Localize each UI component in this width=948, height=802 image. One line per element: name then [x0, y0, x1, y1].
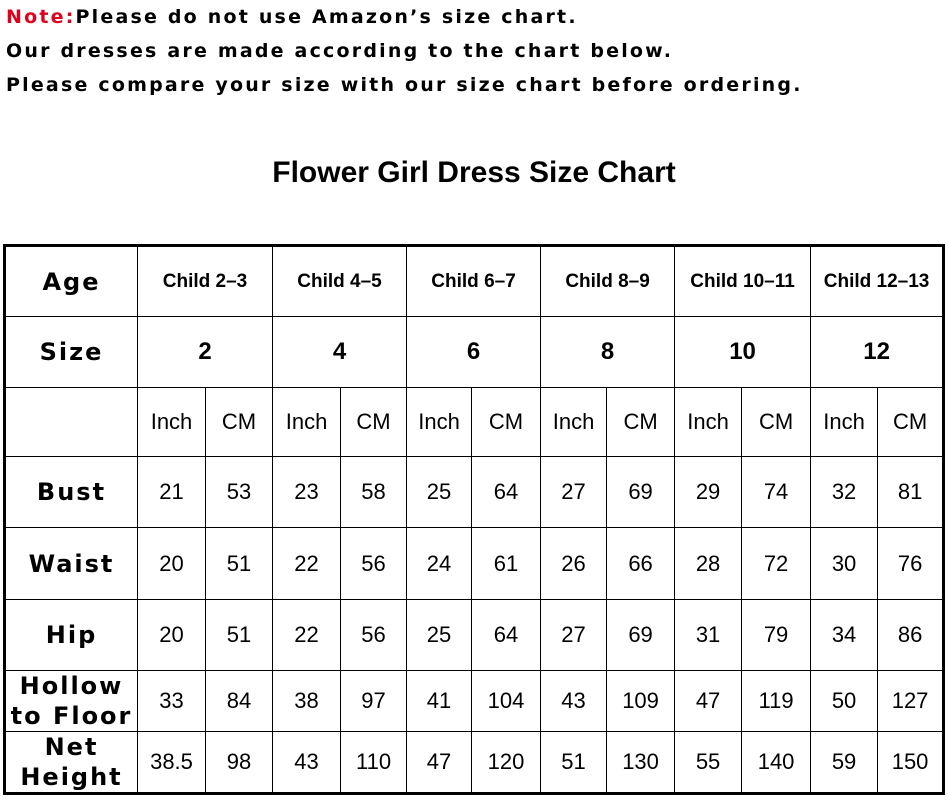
measurement-value: 27	[541, 600, 607, 671]
unit-cm-cell: CM	[341, 388, 407, 457]
measurement-value: 51	[206, 600, 273, 671]
measurement-label-line: Height	[20, 763, 123, 791]
measurement-value: 104	[472, 671, 541, 732]
measurement-value: 20	[138, 600, 206, 671]
measurement-value: 43	[541, 671, 607, 732]
measurement-value: 32	[811, 457, 878, 528]
measurement-value: 61	[472, 528, 541, 600]
measurement-value: 76	[878, 528, 944, 600]
measurement-value: 41	[407, 671, 472, 732]
age-cell: Child 10–11	[675, 246, 811, 317]
measurement-row	[5, 732, 944, 794]
measurement-value: 20	[138, 528, 206, 600]
measurement-value: 64	[472, 600, 541, 671]
measurement-value: 69	[607, 457, 675, 528]
measurement-value: 150	[878, 732, 944, 794]
measurement-label	[5, 457, 138, 528]
measurement-value: 50	[811, 671, 878, 732]
age-cell: Child 2–3	[138, 246, 273, 317]
measurement-value: 53	[206, 457, 273, 528]
measurement-value: 21	[138, 457, 206, 528]
measurement-value: 43	[273, 732, 341, 794]
age-cell: Child 6–7	[407, 246, 541, 317]
measurement-value: 130	[607, 732, 675, 794]
unit-cm-cell: CM	[607, 388, 675, 457]
measurement-row	[5, 457, 944, 528]
measurement-value: 81	[878, 457, 944, 528]
measurement-value: 47	[675, 671, 742, 732]
measurement-value: 119	[742, 671, 811, 732]
measurement-value: 30	[811, 528, 878, 600]
unit-inch-cell: Inch	[138, 388, 206, 457]
size-row	[5, 317, 944, 388]
unit-cm-cell: CM	[742, 388, 811, 457]
note-label: Note:	[6, 6, 76, 28]
unit-inch-cell: Inch	[407, 388, 472, 457]
measurement-value: 120	[472, 732, 541, 794]
size-cell: 8	[541, 317, 675, 388]
measurement-value: 23	[273, 457, 341, 528]
measurement-label	[5, 528, 138, 600]
measurement-value: 22	[273, 600, 341, 671]
measurement-value: 64	[472, 457, 541, 528]
measurement-value: 140	[742, 732, 811, 794]
measurement-label-line: Waist	[28, 549, 115, 578]
measurement-label-line: Hip	[45, 621, 98, 649]
measurement-value: 74	[742, 457, 811, 528]
measurement-value: 66	[607, 528, 675, 600]
measurement-value: 79	[742, 600, 811, 671]
measurement-value: 69	[607, 600, 675, 671]
age-cell: Child 4–5	[273, 246, 407, 317]
measurement-value: 27	[541, 457, 607, 528]
notes-block	[6, 0, 803, 102]
measurement-value: 59	[811, 732, 878, 794]
measurement-row	[5, 528, 944, 600]
measurement-value: 38	[273, 671, 341, 732]
unit-inch-cell: Inch	[675, 388, 742, 457]
measurement-value: 55	[675, 732, 742, 794]
measurement-value: 29	[675, 457, 742, 528]
measurement-value: 31	[675, 600, 742, 671]
measurement-value: 56	[341, 600, 407, 671]
unit-inch-cell: Inch	[273, 388, 341, 457]
measurement-value: 86	[878, 600, 944, 671]
note-line-2: Our dresses are made according to the chart below.	[6, 40, 674, 62]
measurement-label	[5, 600, 138, 671]
unit-row-header-blank	[5, 388, 138, 457]
measurement-value: 34	[811, 600, 878, 671]
measurement-label-line: Net	[44, 733, 99, 761]
size-header: Size	[5, 317, 138, 388]
unit-cm-cell: CM	[206, 388, 273, 457]
measurement-value: 25	[407, 457, 472, 528]
measurement-value: 38.5	[138, 732, 206, 794]
measurement-label	[5, 732, 138, 794]
measurement-value: 24	[407, 528, 472, 600]
age-header: Age	[5, 246, 138, 317]
measurement-value: 25	[407, 600, 472, 671]
measurement-label-line: Hollow	[19, 672, 124, 700]
measurement-value: 58	[341, 457, 407, 528]
age-cell: Child 8–9	[541, 246, 675, 317]
measurement-value: 51	[541, 732, 607, 794]
measurement-label	[5, 671, 138, 732]
measurement-value: 47	[407, 732, 472, 794]
unit-inch-cell: Inch	[811, 388, 878, 457]
measurement-value: 72	[742, 528, 811, 600]
measurement-value: 84	[206, 671, 273, 732]
size-cell: 6	[407, 317, 541, 388]
note-line-1	[6, 0, 803, 34]
age-cell: Child 12–13	[811, 246, 944, 317]
measurement-value: 33	[138, 671, 206, 732]
measurement-value: 98	[206, 732, 273, 794]
size-cell: 12	[811, 317, 944, 388]
measurement-value: 22	[273, 528, 341, 600]
size-cell: 2	[138, 317, 273, 388]
measurement-row	[5, 600, 944, 671]
measurement-value: 110	[341, 732, 407, 794]
unit-inch-cell: Inch	[541, 388, 607, 457]
measurement-value: 109	[607, 671, 675, 732]
unit-row	[5, 388, 944, 457]
unit-cm-cell: CM	[878, 388, 944, 457]
size-cell: 10	[675, 317, 811, 388]
measurement-value: 51	[206, 528, 273, 600]
measurement-label-line: to Floor	[10, 702, 133, 730]
note-line-3: Please compare your size with our size chart before ordering.	[6, 74, 803, 96]
measurement-value: 56	[341, 528, 407, 600]
chart-title: Flower Girl Dress Size Chart	[272, 156, 676, 189]
measurement-value: 28	[675, 528, 742, 600]
measurement-label-line: Bust	[36, 478, 107, 506]
measurement-value: 26	[541, 528, 607, 600]
measurement-value: 127	[878, 671, 944, 732]
unit-cm-cell: CM	[472, 388, 541, 457]
measurement-value: 97	[341, 671, 407, 732]
size-chart-table	[3, 244, 945, 795]
age-row	[5, 246, 944, 317]
note-text-1: Please do not use Amazon’s size chart.	[75, 6, 578, 28]
measurement-row	[5, 671, 944, 732]
size-cell: 4	[273, 317, 407, 388]
